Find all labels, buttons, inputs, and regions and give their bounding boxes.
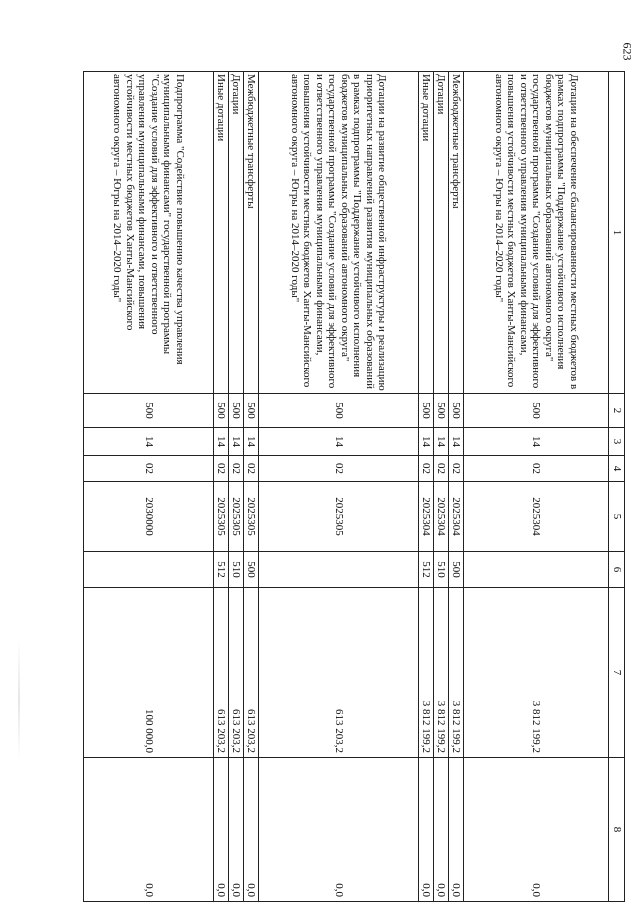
- row-description: Дотации: [434, 72, 449, 394]
- cell-target-article: 2025305: [214, 482, 229, 552]
- cell-subsection: 02: [84, 456, 214, 482]
- cell-amount: 100 000,0: [84, 588, 214, 758]
- cell-amount: 3 812 199,2: [419, 588, 434, 758]
- cell-amount-2: 0,0: [449, 758, 464, 902]
- header-row: [609, 72, 625, 902]
- cell-subsection: 02: [244, 456, 259, 482]
- table-row: [449, 72, 464, 902]
- cell-expense-type: 510: [434, 552, 449, 588]
- cell-amount-2: 0,0: [84, 758, 214, 902]
- cell-amount-2: 0,0: [434, 758, 449, 902]
- cell-target-article: 2025304: [419, 482, 434, 552]
- cell-expense-type: 500: [244, 552, 259, 588]
- cell-amount: 3 812 199,2: [464, 588, 609, 758]
- cell-chapter: 500: [464, 394, 609, 428]
- cell-subsection: 02: [464, 456, 609, 482]
- cell-target-article: 2025304: [449, 482, 464, 552]
- cell-amount: 3 812 199,2: [434, 588, 449, 758]
- cell-chapter: 500: [259, 394, 419, 428]
- cell-subsection: 02: [449, 456, 464, 482]
- header-cell: 8: [609, 758, 625, 902]
- cell-section: 14: [229, 428, 244, 456]
- cell-section: 14: [419, 428, 434, 456]
- table-row: [259, 72, 419, 902]
- header-cell: 1: [609, 72, 625, 394]
- row-description: Межбюджетные трансферты: [449, 72, 464, 394]
- cell-expense-type: 512: [419, 552, 434, 588]
- cell-section: 14: [464, 428, 609, 456]
- cell-section: 14: [84, 428, 214, 456]
- cell-section: 14: [214, 428, 229, 456]
- cell-target-article: 2025305: [229, 482, 244, 552]
- page-number: 623: [620, 42, 635, 61]
- scan-artifact: [18, 640, 20, 760]
- cell-amount-2: 0,0: [419, 758, 434, 902]
- table-row: [434, 72, 449, 902]
- budget-table-rotated: [83, 71, 625, 901]
- table-row: [464, 72, 609, 902]
- cell-chapter: 500: [84, 394, 214, 428]
- cell-amount-2: 0,0: [259, 758, 419, 902]
- cell-chapter: 500: [229, 394, 244, 428]
- header-cell: 5: [609, 482, 625, 552]
- cell-chapter: 500: [449, 394, 464, 428]
- cell-chapter: 500: [434, 394, 449, 428]
- header-cell: 6: [609, 552, 625, 588]
- cell-amount-2: 0,0: [464, 758, 609, 902]
- cell-amount: 613 203,2: [229, 588, 244, 758]
- header-cell: 7: [609, 588, 625, 758]
- cell-target-article: 2025305: [244, 482, 259, 552]
- cell-expense-type: [84, 552, 214, 588]
- cell-chapter: 500: [214, 394, 229, 428]
- cell-amount: 613 203,2: [244, 588, 259, 758]
- row-description: Дотации на обеспечение сбалансированности местных бюджетов в рамках подпрограммы "Поддержание устойчивого исполнения бюджетов муниципальных образований автономного округа" государственной программы "Создание условий для эффективного и ответственного управления муниципальными финансами, повышения устойчивости местных бюджетов Ханты-Мансийского автономного округа – Югры на 2014–2020 годы": [464, 72, 609, 394]
- row-description: Дотации: [229, 72, 244, 394]
- cell-target-article: 2025305: [259, 482, 419, 552]
- header-cell: 2: [609, 394, 625, 428]
- cell-target-article: 2030000: [84, 482, 214, 552]
- cell-expense-type: 500: [449, 552, 464, 588]
- cell-expense-type: [464, 552, 609, 588]
- cell-expense-type: 512: [214, 552, 229, 588]
- row-description: Дотации на развитие общественной инфраструктуры и реализацию приоритетных направлений развития муниципальных образований в рамках подпрограммы "Поддержание устойчивого исполнения бюджетов муниципальных образований автономного округа" государственной программы "Создание условий для эффективного и ответственного управления муниципальными финансами, повышения устойчивости местных бюджетов Ханты-Мансийского автономного округа – Югры на 2014–2020 годы": [259, 72, 419, 394]
- header-cell: 3: [609, 428, 625, 456]
- cell-expense-type: 510: [229, 552, 244, 588]
- table-row: [84, 72, 214, 902]
- cell-subsection: 02: [214, 456, 229, 482]
- cell-amount-2: 0,0: [214, 758, 229, 902]
- cell-subsection: 02: [259, 456, 419, 482]
- cell-chapter: 500: [244, 394, 259, 428]
- cell-section: 14: [434, 428, 449, 456]
- table-row: [419, 72, 434, 902]
- cell-target-article: 2025304: [434, 482, 449, 552]
- cell-subsection: 02: [229, 456, 244, 482]
- cell-subsection: 02: [434, 456, 449, 482]
- cell-amount: 613 203,2: [259, 588, 419, 758]
- header-cell: 4: [609, 456, 625, 482]
- table-row: [244, 72, 259, 902]
- cell-section: 14: [244, 428, 259, 456]
- cell-expense-type: [259, 552, 419, 588]
- cell-amount: 613 203,2: [214, 588, 229, 758]
- cell-section: 14: [259, 428, 419, 456]
- table-row: [214, 72, 229, 902]
- row-description: Иные дотации: [214, 72, 229, 394]
- row-description: Подпрограмма "Содействие повышению качества управления муниципальными финансами" государственной программы "Создание условий для эффективного и ответственного управления муниципальными финансами, повышения устойчивости местных бюджетов Ханты-Мансийского автономного округа – Югры на 2014–2020 годы": [84, 72, 214, 394]
- cell-amount: 3 812 199,2: [449, 588, 464, 758]
- budget-table: [83, 71, 625, 902]
- cell-section: 14: [449, 428, 464, 456]
- cell-subsection: 02: [419, 456, 434, 482]
- row-description: Иные дотации: [419, 72, 434, 394]
- cell-target-article: 2025304: [464, 482, 609, 552]
- cell-amount-2: 0,0: [244, 758, 259, 902]
- cell-amount-2: 0,0: [229, 758, 244, 902]
- cell-chapter: 500: [419, 394, 434, 428]
- row-description: Межбюджетные трансферты: [244, 72, 259, 394]
- table-row: [229, 72, 244, 902]
